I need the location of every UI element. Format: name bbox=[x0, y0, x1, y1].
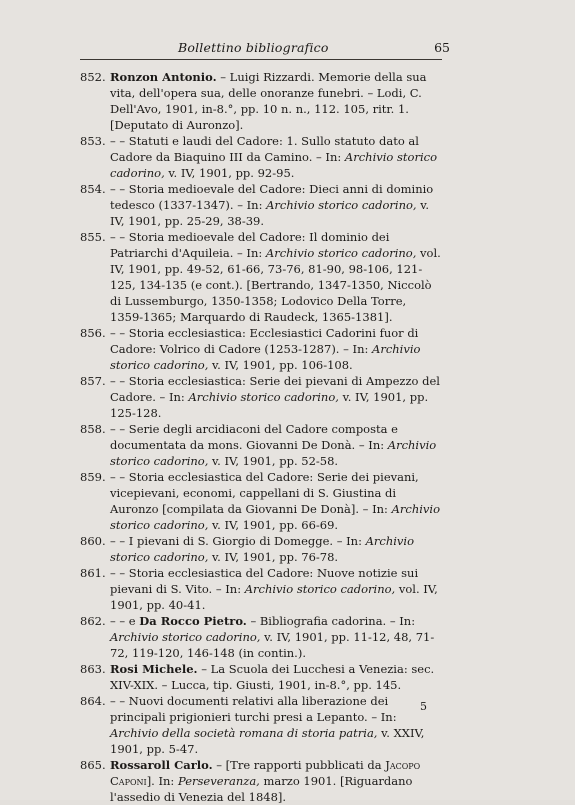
entry-text bbox=[110, 758, 420, 804]
entry-text bbox=[110, 470, 440, 532]
entry-fragment: – – Storia medioevale del Cadore: Il dominio dei Patriarchi d'Aquileia. – In: bbox=[110, 230, 390, 260]
bibliography-entry bbox=[80, 373, 442, 421]
entry-number: 854. bbox=[80, 182, 106, 196]
entry-number: 853. bbox=[80, 134, 106, 148]
journal-title: Archivio storico cadorino, bbox=[110, 502, 441, 532]
running-header bbox=[80, 40, 450, 60]
entry-fragment: – – Serie degli arcidiaconi del Cadore composta e documentata da mons. Giovanni De Donà. – In: bbox=[110, 422, 398, 452]
page-number: 65 bbox=[434, 40, 450, 55]
bibliography-entry bbox=[80, 421, 442, 469]
entry-fragment: Jacopo Caponi bbox=[110, 758, 421, 788]
bibliography-entry bbox=[80, 133, 442, 181]
entry-text bbox=[110, 422, 436, 468]
entry-text bbox=[110, 70, 427, 132]
bibliography-entry bbox=[80, 181, 442, 229]
journal-title: Archivio storico cadorino, bbox=[266, 198, 417, 212]
entry-coauthor: Da Rocco Pietro. bbox=[139, 614, 247, 628]
entry-text bbox=[110, 694, 424, 756]
bibliography-entry bbox=[80, 69, 442, 133]
entry-text bbox=[110, 662, 434, 692]
entry-number: 857. bbox=[80, 374, 106, 388]
entry-number: 861. bbox=[80, 566, 106, 580]
bibliography-entry bbox=[80, 533, 442, 565]
bibliography-entry bbox=[80, 229, 442, 325]
entry-fragment: – La Scuola dei Lucchesi a Venezia: sec. XIV-XIX. – Lucca, tip. Giusti, 1901, in-8.°, pp. 145. bbox=[110, 662, 435, 692]
entry-fragment: – [Tre rapporti pubblicati da bbox=[216, 758, 386, 772]
bibliography-entry bbox=[80, 325, 442, 373]
journal-title: Perseveranza, bbox=[177, 774, 260, 788]
entry-number: 852. bbox=[80, 70, 106, 84]
entry-author: Rossaroll Carlo. bbox=[110, 758, 213, 772]
bibliography-entry bbox=[80, 613, 442, 661]
entry-text bbox=[110, 374, 440, 420]
entry-fragment: v. IV, 1901, pp. 66-69. bbox=[208, 518, 339, 532]
entry-fragment: – Bibliografia cadorina. – In: bbox=[246, 614, 416, 628]
entry-fragment: – – Storia ecclesiastica del Cadore: Nuove notizie sui pievani di S. Vito. – In: bbox=[110, 566, 419, 596]
entry-fragment: v. XXIV, 1901, pp. 5-47. bbox=[110, 726, 425, 756]
entry-fragment: – – Storia ecclesiastica del Cadore: Serie dei pievani, vicepievani, economi, cappellani di S. Giustina di Auronzo [compilata da Giovanni De Donà]. – In: bbox=[110, 470, 419, 516]
entry-text bbox=[110, 614, 434, 660]
bibliography-list bbox=[80, 69, 442, 805]
entry-fragment: v. IV, 1901, pp. 106-108. bbox=[208, 358, 353, 372]
entry-number: 855. bbox=[80, 230, 106, 244]
entry-fragment: vol. IV, 1901, pp. 40-41. bbox=[110, 582, 438, 612]
signature-mark: 5 bbox=[420, 700, 427, 713]
journal-title: Archivio storico cadorino, bbox=[110, 630, 261, 644]
journal-title: Archivio storico cadorino, bbox=[110, 342, 421, 372]
journal-title: Archivio storico cadorino, bbox=[265, 246, 417, 260]
journal-title: Archivio storico cadorino, bbox=[110, 150, 437, 180]
bibliography-entry bbox=[80, 693, 442, 757]
running-title: Bollettino bibliografico bbox=[178, 40, 329, 55]
entry-number: 858. bbox=[80, 422, 106, 436]
entry-text bbox=[110, 566, 438, 612]
bibliography-entry bbox=[80, 565, 442, 613]
entry-fragment: v. IV, 1901, pp. 52-58. bbox=[208, 454, 339, 468]
entry-fragment: v. IV, 1901, pp. 76-78. bbox=[208, 550, 339, 564]
entry-fragment: v. IV, 1901, pp. 92-95. bbox=[164, 166, 295, 180]
entry-fragment: – – Storia ecclesiastica: Ecclesiastici Cadorini fuor di Cadore: Volrico di Cadore (1253-1287). – In: bbox=[110, 326, 419, 356]
bibliography-entry bbox=[80, 469, 442, 533]
entry-fragment: ]. In: bbox=[146, 774, 178, 788]
entry-fragment: – – Nuovi documenti relativi alla liberazione dei principali prigionieri turchi presi a Lepanto. – In: bbox=[110, 694, 397, 724]
entry-text bbox=[110, 326, 420, 372]
bibliography-entry bbox=[80, 757, 442, 805]
entry-fragment: v. IV, 1901, pp. 11-12, 48, 71-72, 119-120, 146-148 (in contin.). bbox=[110, 630, 435, 660]
entry-fragment: marzo 1901. [Riguardano l'assedio di Venezia del 1848]. bbox=[110, 774, 413, 804]
entry-fragment: – – Storia ecclesiastica: Serie dei pievani di Ampezzo del Cadore. – In: bbox=[110, 374, 440, 404]
entry-number: 863. bbox=[80, 662, 106, 676]
entry-fragment: vol. IV, 1901, pp. 49-52, 61-66, 73-76, 81-90, 98-106, 121-125, 134-135 (e cont.). [Bertrando, 1347-1350, Niccolò di Lussemburgo, 1350-1358; Lodovico Della Torre, 1359-1365; Marquardo di Raudeck, 1365-1381]. bbox=[110, 246, 441, 324]
entry-number: 862. bbox=[80, 614, 106, 628]
entry-number: 865. bbox=[80, 758, 106, 772]
entry-author: Ronzon Antonio. bbox=[110, 70, 217, 84]
bibliography-entry bbox=[80, 661, 442, 693]
entry-number: 864. bbox=[80, 694, 106, 708]
journal-title: Archivio storico cadorino, bbox=[188, 390, 339, 404]
entry-text bbox=[110, 534, 414, 564]
journal-title: Archivio storico cadorino, bbox=[110, 534, 415, 564]
entry-fragment: – Luigi Rizzardi. Memorie della sua vita, dell'opera sua, delle onoranze funebri. – Lodi, C. Dell'Avo, 1901, in-8.°, pp. 10 n. n., 112. 105, ritr. 1. [Deputato di Auronzo]. bbox=[110, 70, 427, 132]
journal-title: Archivio storico cadorino, bbox=[110, 438, 437, 468]
entry-number: 856. bbox=[80, 326, 106, 340]
journal-title: Archivio storico cadorino, bbox=[244, 582, 396, 596]
entry-author: Rosi Michele. bbox=[110, 662, 198, 676]
journal-title: Archivio della società romana di storia patria, bbox=[110, 726, 378, 740]
entry-fragment: – – Storia medioevale del Cadore: Dieci anni di dominio tedesco (1337-1347). – In: bbox=[110, 182, 434, 212]
entry-text bbox=[110, 230, 441, 324]
entry-fragment: – – Statuti e laudi del Cadore: 1. Sullo statuto dato al Cadore da Biaquino III da Camino. – In: bbox=[110, 134, 419, 164]
entry-number: 860. bbox=[80, 534, 106, 548]
entry-text bbox=[110, 134, 437, 180]
entry-fragment: – – e bbox=[110, 614, 140, 628]
entry-number: 859. bbox=[80, 470, 106, 484]
entry-text bbox=[110, 182, 433, 228]
entry-fragment: – – I pievani di S. Giorgio di Domegge. – In: bbox=[110, 534, 366, 548]
header-rule bbox=[80, 59, 442, 60]
entry-fragment: v. IV, 1901, pp. 125-128. bbox=[110, 390, 429, 420]
entry-fragment: v. IV, 1901, pp. 25-29, 38-39. bbox=[110, 198, 430, 228]
